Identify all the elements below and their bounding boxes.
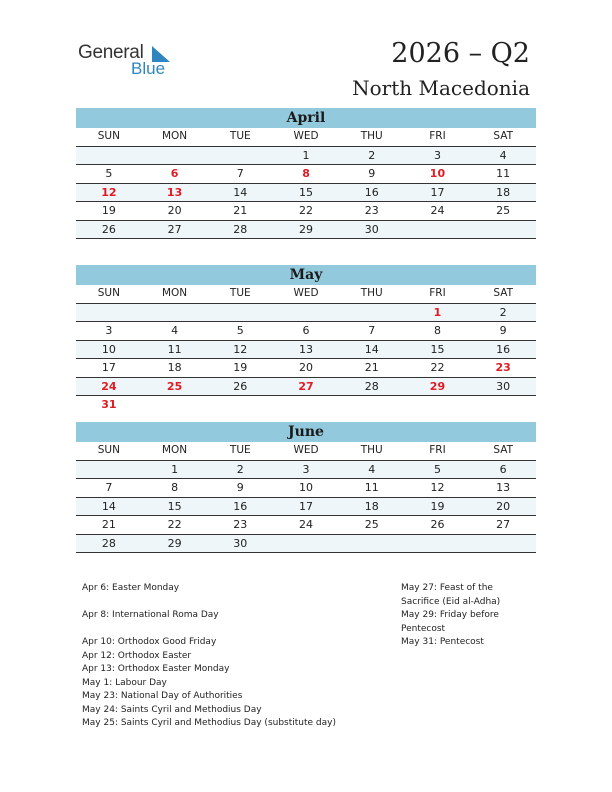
weekday-header-row [76,128,536,147]
month-may [76,265,536,414]
day-cell [207,147,273,165]
day-cell: 5 [433,462,441,476]
week-row [76,221,536,240]
weekday-label: TUE [229,444,251,456]
week-row [76,165,536,184]
day-cell [273,535,339,553]
day-cell: 14 [101,499,116,513]
day-cell: 30 [364,222,379,236]
day-cell: 24 [430,204,445,217]
day-cell: 20 [167,204,182,217]
day-cell: 29 [299,222,314,236]
weekday-header-row [76,442,536,461]
day-cell: 3 [302,462,310,476]
weekday-label: WED [293,444,319,456]
holiday-entry: Pentecost [401,623,446,634]
holiday-entry: Apr 10: Orthodox Good Friday [82,637,217,647]
weekday-label: SUN [97,287,120,299]
logo [78,42,178,82]
holiday-day-cell: 24 [101,379,117,393]
day-cell: 26 [430,518,445,531]
day-cell [470,221,536,239]
day-cell: 16 [496,342,511,356]
day-cell: 26 [233,379,248,393]
holiday-entry: Apr 12: Orthodox Easter [82,650,192,661]
day-cell: 26 [101,222,116,236]
day-cell: 11 [364,481,379,494]
weekday-label: TUE [229,130,251,142]
day-cell: 4 [499,148,507,162]
day-cell: 28 [364,379,379,393]
day-cell: 12 [233,342,248,356]
week-row [76,341,536,360]
holiday-entry: May 31: Pentecost [401,637,484,647]
day-cell: 24 [299,518,314,531]
day-cell: 17 [430,185,445,199]
day-cell: 3 [433,148,441,162]
month-title: June [76,422,536,442]
day-cell: 21 [364,361,379,374]
day-cell: 2 [236,462,244,476]
week-row [76,322,536,341]
week-row [76,202,536,221]
week-row [76,479,536,498]
day-cell [142,396,208,414]
logo-blue-text: Blue [131,59,166,78]
day-cell: 16 [364,185,379,199]
holiday-day-cell: 31 [101,398,117,411]
day-cell: 1 [302,148,310,162]
day-cell [142,304,208,322]
day-cell: 6 [499,462,507,476]
holiday-entry: Apr 13: Orthodox Easter Monday [82,664,230,674]
holiday-list-right [401,582,500,650]
day-cell: 8 [171,481,179,494]
day-cell [339,535,405,553]
day-cell: 7 [236,167,244,180]
weekday-label: SAT [493,287,513,299]
day-cell [339,304,405,322]
day-cell: 5 [105,167,113,180]
day-cell: 10 [299,481,314,494]
day-cell: 2 [368,148,376,162]
day-cell: 27 [496,518,511,531]
day-cell: 4 [171,324,179,337]
weekday-label: WED [293,130,319,142]
week-row [76,359,536,378]
day-cell: 15 [167,499,182,513]
holiday-entry: Sacrifice (Eid al-Adha) [401,596,501,607]
holiday-list-left [82,582,336,731]
day-cell [405,221,471,239]
day-cell [142,147,208,165]
day-cell: 17 [299,499,314,513]
day-cell: 27 [167,222,182,236]
day-cell: 22 [167,518,182,531]
logo-general-text: General [78,42,144,63]
day-cell: 22 [430,361,445,374]
day-cell [405,396,471,414]
holiday-entry: Apr 8: International Roma Day [82,610,219,620]
day-cell: 28 [233,222,248,236]
day-cell: 18 [167,361,182,374]
weekday-label: SAT [493,130,513,142]
day-cell [273,304,339,322]
weekday-header-row [76,285,536,304]
month-title: May [76,265,536,285]
spacer [82,596,336,610]
week-row [76,378,536,397]
week-row [76,535,536,554]
holiday-day-cell: 8 [302,167,310,180]
day-cell: 1 [171,462,179,476]
day-cell: 5 [236,324,244,337]
week-row [76,461,536,480]
spacer [82,623,336,637]
day-cell: 2 [499,305,507,319]
day-cell: 14 [233,185,248,199]
day-cell [405,535,471,553]
weekday-label: TUE [229,287,251,299]
country-name: North Macedonia [352,76,530,100]
weekday-label: SUN [97,130,120,142]
day-cell: 7 [368,324,376,337]
weekday-label: SUN [97,444,120,456]
day-cell [207,304,273,322]
day-cell: 7 [105,481,113,494]
holiday-day-cell: 27 [298,379,314,393]
month-june [76,422,536,553]
week-row [76,147,536,166]
weekday-label: THU [360,130,383,142]
weekday-label: FRI [429,130,446,142]
day-cell: 9 [368,167,376,180]
day-cell [339,396,405,414]
day-cell: 23 [233,518,248,531]
month-april [76,108,536,239]
day-cell: 8 [433,324,441,337]
day-cell: 30 [496,379,511,393]
holiday-day-cell: 25 [166,379,183,393]
weekday-label: MON [161,287,188,299]
day-cell: 12 [430,481,445,494]
week-row [76,184,536,203]
day-cell: 3 [105,324,113,337]
week-row [76,396,536,414]
day-cell: 14 [364,342,379,356]
day-cell: 17 [101,361,116,374]
day-cell: 18 [496,185,511,199]
day-cell: 10 [101,342,116,356]
holiday-day-cell: 10 [429,167,446,180]
day-cell [273,396,339,414]
day-cell: 21 [101,518,116,531]
week-row [76,304,536,323]
holiday-day-cell: 13 [166,185,183,199]
day-cell: 30 [233,536,248,550]
day-cell [76,461,142,479]
weekday-label: WED [293,287,319,299]
day-cell [207,396,273,414]
day-cell: 4 [368,462,376,476]
day-cell: 21 [233,204,248,217]
holiday-day-cell: 1 [433,305,442,319]
day-cell: 23 [364,204,379,217]
day-cell: 20 [299,361,314,374]
weekday-label: FRI [429,444,446,456]
day-cell: 9 [499,324,507,337]
day-cell [470,535,536,553]
day-cell [76,304,142,322]
holiday-day-cell: 6 [170,167,179,180]
day-cell: 19 [101,204,116,217]
day-cell: 22 [299,204,314,217]
weekday-label: SAT [493,444,513,456]
holiday-entry: May 24: Saints Cyril and Methodius Day [82,704,262,715]
weekday-label: MON [161,444,188,456]
day-cell: 11 [167,342,182,356]
holiday-entry: May 27: Feast of the [401,583,493,593]
day-cell: 25 [364,518,379,531]
month-title: April [76,108,536,128]
day-cell: 20 [496,499,511,513]
page-title: 2026 – Q2 [391,38,530,69]
day-cell: 19 [233,361,248,374]
day-cell: 29 [167,536,182,550]
weekday-label: THU [360,444,383,456]
day-cell: 9 [236,481,244,494]
holiday-entry: May 1: Labour Day [82,677,167,688]
holiday-day-cell: 12 [101,185,117,199]
day-cell: 15 [299,185,314,199]
holiday-entry: May 29: Friday before [401,610,499,620]
week-row [76,498,536,517]
day-cell: 18 [364,499,379,513]
holiday-entry: May 23: National Day of Authorities [82,691,243,701]
holiday-entry: May 25: Saints Cyril and Methodius Day (substitute day) [82,718,336,728]
day-cell: 15 [430,342,445,356]
day-cell: 16 [233,499,248,513]
holiday-day-cell: 29 [429,379,446,393]
day-cell: 13 [299,342,314,356]
weekday-label: FRI [429,287,446,299]
weekday-label: THU [360,287,383,299]
day-cell: 19 [430,499,445,513]
holiday-day-cell: 23 [495,361,511,374]
day-cell: 25 [496,204,511,217]
day-cell: 6 [302,324,310,337]
day-cell: 11 [496,167,511,180]
day-cell [470,396,536,414]
day-cell: 13 [496,481,511,494]
week-row [76,516,536,535]
day-cell: 28 [101,536,116,550]
holiday-entry: Apr 6: Easter Monday [82,583,180,593]
day-cell [76,147,142,165]
weekday-label: MON [161,130,188,142]
